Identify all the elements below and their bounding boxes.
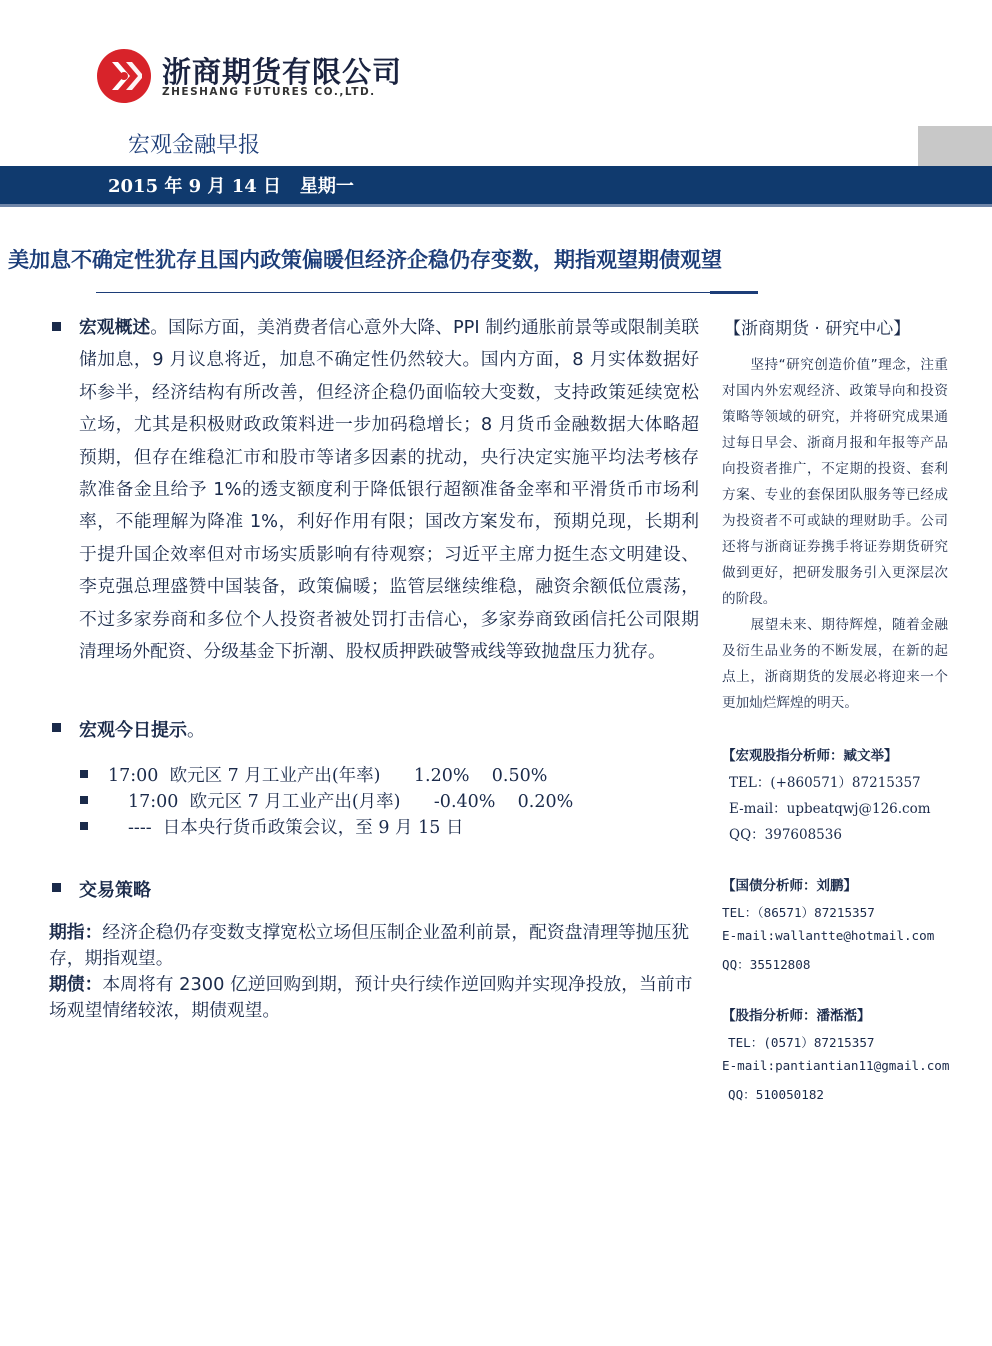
bullet-icon [80, 770, 88, 778]
bullet-icon [52, 322, 61, 331]
company-logo [96, 48, 152, 104]
analyst-email[interactable]: E-mail:wallantte@hotmail.com [722, 928, 935, 943]
analyst-tel: TEL：（86571）87215357 [722, 905, 875, 920]
macro-overview-label: 宏观概述 [79, 317, 151, 338]
date: 2015 年 9 月 14 日 [108, 176, 282, 197]
report-type: 宏观金融早报 [128, 133, 261, 158]
header-decoration [918, 126, 992, 166]
analyst-tel: TEL：(0571）87215357 [728, 1035, 875, 1050]
report-date [108, 172, 354, 198]
analyst-email[interactable]: E-mail:pantiantian11@gmail.com [722, 1058, 950, 1073]
strategy-heading: 交易策略 [79, 880, 151, 901]
sidebar-intro: 坚持“研究创造价值”理念，注重对国内外宏观经济、政策导向和投资策略等领域的研究，并将研究成果通过每日早会、浙商月报和年报等产品向投资者推广，不定期的投资、套利方案、专业的套保团队服务等已经成为投资者不可或缺的理财助手。公司还将与浙商证券携手将证券期货研究做到更好，把研发服务引入更深层次的阶段。 [722, 357, 948, 607]
company-name-cn: 浙商期货有限公司 [162, 55, 403, 89]
weekday: 星期一 [299, 176, 354, 197]
analyst-qq: QQ：510050182 [728, 1087, 824, 1102]
macro-overview-text: 。国际方面，美消费者信心意外大降、PPI 制约通胀前景等或限制美联储加息，9 月议息将近，加息不确定性仍然较大。国内方面，8 月实体数据好坏参半，经济结构有所改善，但经济企稳仍面临较大变数，支持政策延续宽松立场，尤其是积极财政政策料进一步加码稳增长；8 月货币金融数据大体略超预期，但存在维稳汇市和股市等诸多因素的扰动，央行决定实施平均法考核存款准备金且给予 1%的透支额度利于降低银行超额准备金率和平滑货币市场利率，不能理解为降准 1%，利好作用有限；国改方案发布，预期兑现，长期利于提升国企效率但对市场实质影响有待观察；习近平主席力挺生态文明建设、李克强总理盛赞中国装备，政策偏暖；监管层继续维稳，融资余额低位震荡，不过多家券商和多位个人投资者被处罚打击信心，多家券商致函信托公司限期清理场外配资、分级基金下折潮、股权质押跌破警戒线等致抛盘压力犹存。 [79, 317, 699, 663]
company-name-en: ZHESHANG FUTURES CO.,LTD. [162, 86, 376, 98]
divider [96, 292, 758, 293]
analyst-qq: QQ：35512808 [722, 957, 811, 972]
analyst-tel: TEL：(+860571）87215357 [729, 775, 921, 791]
today-tips-heading: 宏观今日提示。 [79, 720, 205, 741]
analyst-title: 【股指分析师：潘湉湉】 [722, 1008, 871, 1024]
bullet-icon [80, 822, 88, 830]
headline: 美加息不确定性犹存且国内政策偏暖但经济企稳仍存变数，期指观望期债观望 [8, 248, 722, 272]
analyst-qq: QQ：397608536 [729, 827, 842, 843]
bullet-icon [52, 883, 61, 892]
analyst-title: 【宏观股指分析师：臧文举】 [722, 748, 898, 764]
tip-item: ---- 日本央行货币政策会议，至 9 月 15 日 [128, 818, 464, 838]
tip-item: 17:00 欧元区 7 月工业产出(年率) 1.20% 0.50% [108, 766, 548, 786]
bullet-icon [80, 796, 88, 804]
macro-overview [79, 312, 699, 668]
strategy-bond: 期债：本周将有 2300 亿逆回购到期，预计央行续作逆回购并实现净投放，当前市场观望情绪较浓，期债观望。 [49, 974, 693, 1021]
sidebar-title: 【浙商期货 · 研究中心】 [724, 319, 911, 339]
strategy-futures-index: 期指：经济企稳仍存变数支撑宽松立场但压制企业盈利前景，配资盘清理等抛压犹存，期指观望。 [49, 922, 690, 969]
divider-accent [710, 291, 758, 294]
analyst-title: 【国债分析师：刘鹏】 [722, 878, 857, 894]
tip-item: 17:00 欧元区 7 月工业产出(月率) -0.40% 0.20% [128, 792, 574, 812]
analyst-email[interactable]: E-mail：upbeatqwj@126.com [729, 801, 931, 817]
sidebar-outlook: 展望未来、期待辉煌，随着金融及衍生品业务的不断发展，在新的起点上，浙商期货的发展必将迎来一个更加灿烂辉煌的明天。 [722, 617, 948, 711]
bullet-icon [52, 723, 61, 732]
